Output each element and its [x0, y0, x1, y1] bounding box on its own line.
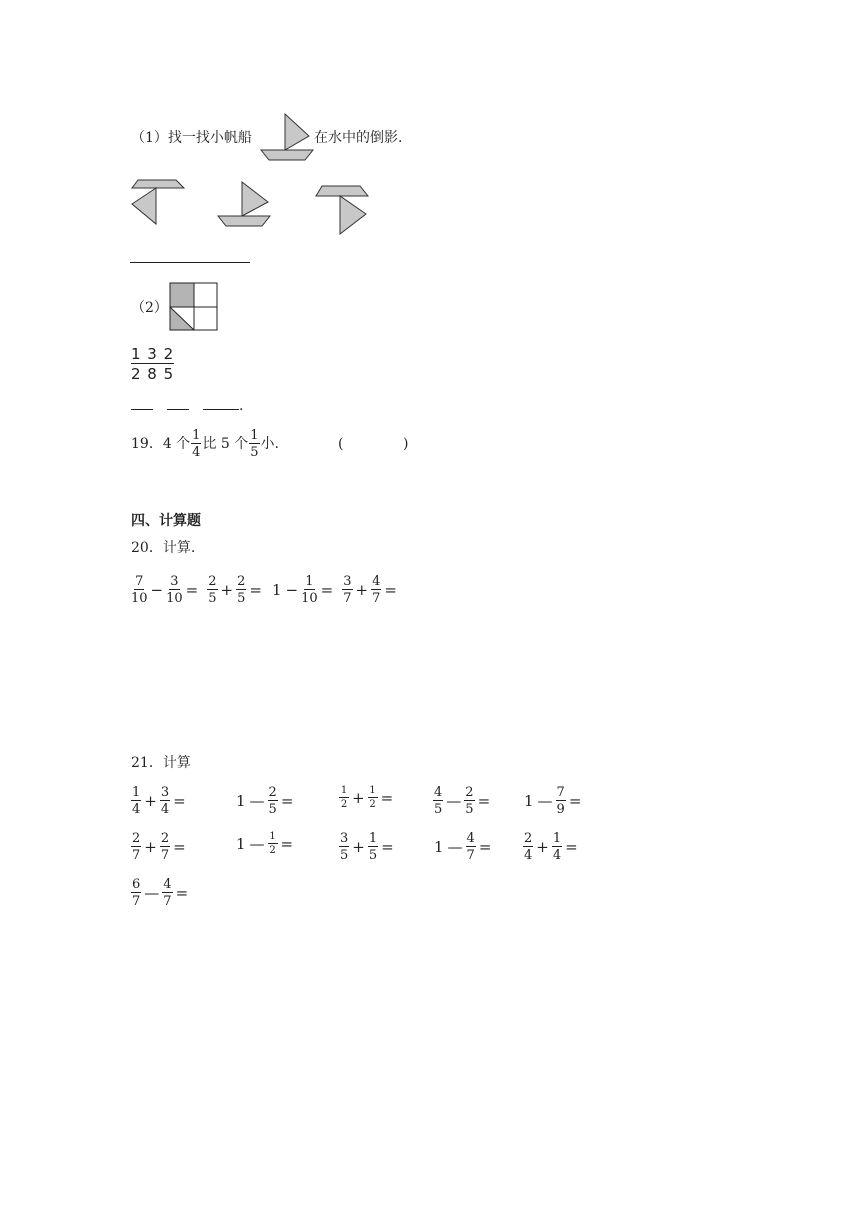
q21-expr-3-1-b-num: 4 — [163, 877, 172, 892]
q21-expr-3-1-eq: = — [175, 884, 189, 902]
q20-expr-2-b-den: 5 — [237, 591, 246, 606]
q21-expr-1-1-eq: = — [173, 792, 186, 810]
q21-expr-1-3-a — [339, 786, 349, 810]
q21-expr-1-4-b-den: 5 — [465, 802, 474, 817]
q2-label: （2） — [131, 300, 168, 316]
q21-expr-1-2-whole: 1 — [236, 792, 246, 810]
q20-expr-2-a — [207, 575, 217, 605]
q20-expr-2-b-num: 2 — [237, 574, 246, 589]
q21-expressions — [130, 786, 650, 924]
q20-expr-4-eq: = — [384, 581, 397, 599]
answer-line[interactable] — [130, 262, 250, 263]
q21-expr-2-2 — [234, 832, 295, 856]
q21-expr-1-1-a-den: 4 — [132, 802, 141, 817]
q21-expr-1-5 — [522, 786, 583, 816]
q21-expr-2-4-b — [466, 832, 476, 862]
q20-expr-2-op: + — [220, 581, 234, 599]
q20-expr-3-whole: 1 — [271, 581, 282, 599]
q20-expr-4-a-den: 7 — [343, 591, 352, 606]
q19-f1-num: 1 — [192, 428, 201, 443]
q19-f2-num: 1 — [250, 428, 259, 443]
q21-expr-1-1-b — [160, 786, 170, 816]
blank-2[interactable] — [167, 399, 189, 410]
q21-expr-2-3-b-num: 1 — [368, 831, 378, 846]
q21-expr-1-2-op: — — [249, 792, 265, 810]
q21-expr-2-5-a-den: 4 — [524, 848, 533, 863]
q21-expr-1-4-a-den: 5 — [434, 802, 443, 817]
q20-expr-1-b-den: 10 — [166, 591, 183, 606]
q21-expr-2-2-whole: 1 — [236, 835, 246, 853]
q21-row-1 — [130, 786, 650, 832]
q19 — [131, 428, 279, 460]
q21-expr-1-2-b — [268, 786, 278, 816]
fraction-square-icon — [169, 282, 219, 332]
q21-expr-2-1-a — [131, 832, 141, 862]
q21-expr-1-5-op: — — [537, 792, 553, 810]
q21-expr-3-1-op: — — [144, 884, 160, 902]
q1-label: （1）找一找小帆船 — [131, 130, 252, 146]
q21-expr-1-1-a — [131, 786, 141, 816]
q21-expr-2-5-b — [552, 832, 562, 862]
q20-expr-1-b-num: 3 — [170, 574, 179, 589]
q21-expr-1-3-op: + — [352, 789, 365, 807]
option-c-reflection-icon[interactable] — [314, 184, 370, 236]
q21-expr-1-1-op: + — [144, 792, 157, 810]
q20-expr-3-b-num: 1 — [305, 574, 314, 589]
q21-expr-2-3-eq: = — [381, 838, 394, 856]
q21-expr-3-1-a-den: 7 — [132, 894, 141, 909]
q21-expr-3-1-a — [131, 878, 141, 908]
q21-expr-2-3-a-den: 5 — [340, 848, 349, 863]
q21-expr-1-1-b-num: 3 — [160, 785, 170, 800]
q21-expr-1-3-a-num: 1 — [340, 785, 348, 796]
q20-expr-1-op: − — [150, 581, 164, 599]
q20-expr-4-b-den: 7 — [372, 591, 381, 606]
q21-expr-2-5-a — [523, 832, 533, 862]
q21-expr-2-1-op: + — [144, 838, 157, 856]
q20-expr-4 — [341, 575, 399, 605]
q20-expr-4-op: + — [355, 581, 369, 599]
q20-expressions — [130, 570, 405, 610]
q21-expr-3-1-b-den: 7 — [163, 894, 172, 909]
q21-expr-1-4-a — [433, 786, 443, 816]
q21-expr-1-3-b-den: 2 — [369, 799, 376, 810]
q21-expr-1-4-op: — — [446, 792, 462, 810]
q21-expr-2-5-a-num: 2 — [524, 831, 533, 846]
q21-expr-1-1 — [130, 786, 188, 816]
q21-expr-2-2-b-den: 2 — [269, 845, 276, 856]
q21-expr-1-2-eq: = — [280, 792, 294, 810]
q20-expr-4-b-num: 4 — [372, 574, 381, 589]
sailboat-icon — [259, 112, 315, 162]
q21-expr-1-3-eq: = — [380, 789, 394, 807]
q21-expr-2-5-op: + — [536, 838, 549, 856]
q21-expr-1-4 — [432, 786, 492, 816]
q21-expr-1-4-a-num: 4 — [434, 785, 443, 800]
q20-expr-2-a-num: 2 — [208, 574, 217, 589]
q21-expr-2-1-a-num: 2 — [132, 831, 141, 846]
q21-expr-2-5 — [522, 832, 580, 862]
q21-expr-3-1-a-num: 6 — [132, 877, 141, 892]
q20-expr-1-a-num: 7 — [135, 574, 144, 589]
q21-expr-2-4-whole: 1 — [434, 838, 444, 856]
q2-denominators: 2 8 5 — [131, 365, 175, 383]
q20-expr-2 — [206, 575, 264, 605]
q21-expr-1-3 — [338, 786, 395, 810]
q20-expr-2-eq: = — [249, 581, 262, 599]
q21-expr-1-2 — [234, 786, 295, 816]
q21-expr-2-1-b — [160, 832, 170, 862]
q20-expr-1-eq: = — [185, 581, 199, 599]
q21-expr-2-3-b-den: 5 — [368, 848, 378, 863]
q19-f1-den: 4 — [192, 445, 201, 460]
q19-suffix: 小. — [260, 436, 279, 452]
q21-expr-2-3-a — [339, 832, 349, 862]
q19-f2-den: 5 — [250, 445, 259, 460]
q20-expr-4-a-num: 3 — [343, 574, 352, 589]
q21-expr-1-3-a-den: 2 — [340, 799, 348, 810]
q21-expr-2-1-b-num: 2 — [160, 831, 170, 846]
q19-prefix: 19．4 个 — [131, 436, 191, 452]
q21-expr-2-3 — [338, 832, 396, 862]
q21-expr-1-4-eq: = — [477, 792, 491, 810]
q21-row-2 — [130, 832, 650, 878]
q21-expr-1-3-b-num: 1 — [369, 785, 376, 796]
option-b-sailboat-icon[interactable] — [216, 180, 272, 230]
q20-expr-3-b — [301, 575, 318, 605]
blank-3[interactable] — [203, 399, 239, 410]
q21-expr-2-4-b-num: 4 — [466, 831, 475, 846]
option-a-reflection-icon[interactable] — [130, 178, 186, 228]
q20-expr-3 — [270, 575, 335, 605]
q21-title: 21．计算 — [131, 755, 191, 771]
section-title: 四、计算题 — [131, 513, 201, 529]
q21-expr-2-4-b-den: 7 — [466, 848, 475, 863]
q21-expr-2-4 — [432, 832, 493, 862]
q19-paren-open: ( — [338, 436, 344, 452]
q2-numerators: 1 3 2 — [131, 345, 175, 363]
q21-expr-2-4-eq: = — [478, 838, 492, 856]
q21-expr-1-5-b-den: 9 — [556, 802, 565, 817]
q21-expr-2-3-op: + — [352, 838, 365, 856]
q21-expr-2-5-b-num: 1 — [552, 831, 562, 846]
q20-expr-3-op: − — [285, 581, 299, 599]
q21-expr-1-2-b-den: 5 — [268, 802, 277, 817]
q21-expr-2-3-a-num: 3 — [340, 831, 349, 846]
q20-expr-1-b — [166, 575, 183, 605]
q21-expr-1-5-whole: 1 — [524, 792, 534, 810]
q21-expr-1-3-b — [368, 786, 378, 810]
q21-expr-1-4-b — [464, 786, 474, 816]
q2-period: . — [239, 398, 244, 414]
q2-fractions — [131, 346, 174, 382]
q21-expr-2-3-b — [368, 832, 378, 862]
q21-row-3 — [130, 878, 650, 924]
q21-expr-2-1-eq: = — [173, 838, 186, 856]
q21-expr-2-2-op: — — [249, 835, 265, 853]
q21-expr-2-2-b-num: 1 — [269, 831, 276, 842]
q20-expr-2-b — [236, 575, 246, 605]
q1-suffix: 在水中的倒影. — [314, 130, 403, 146]
q20-expr-2-a-den: 5 — [208, 591, 217, 606]
q21-expr-1-1-b-den: 4 — [160, 802, 170, 817]
q20-expr-4-b — [371, 575, 381, 605]
q19-paren-close: ) — [403, 436, 409, 452]
q21-expr-2-2-b — [268, 832, 278, 856]
q21-expr-2-5-eq: = — [565, 838, 578, 856]
q21-expr-1-1-a-num: 1 — [132, 785, 141, 800]
q20-expr-3-b-den: 10 — [301, 591, 318, 606]
q21-expr-2-1 — [130, 832, 188, 862]
q21-expr-3-1 — [130, 878, 190, 908]
q20-expr-1-a-den: 10 — [131, 591, 148, 606]
q20-expr-3-eq: = — [320, 581, 334, 599]
blank-1[interactable] — [131, 399, 153, 410]
q21-expr-1-4-b-num: 2 — [465, 785, 474, 800]
q21-expr-3-1-b — [162, 878, 172, 908]
q20-expr-1 — [130, 575, 200, 605]
q21-expr-1-5-b — [556, 786, 566, 816]
q21-expr-2-4-op: — — [447, 838, 463, 856]
q21-expr-2-1-a-den: 7 — [132, 848, 141, 863]
q21-expr-2-2-eq: = — [280, 835, 294, 853]
q20-title: 20．计算. — [131, 540, 196, 556]
q21-expr-2-1-b-den: 7 — [160, 848, 170, 863]
q21-expr-1-2-b-num: 2 — [268, 785, 277, 800]
q20-expr-4-a — [342, 575, 352, 605]
q19-mid: 比 5 个 — [202, 436, 249, 452]
q20-expr-1-a — [131, 575, 148, 605]
q2-blanks — [131, 398, 243, 414]
q21-expr-1-5-b-num: 7 — [556, 785, 565, 800]
q21-expr-2-5-b-den: 4 — [552, 848, 562, 863]
q21-expr-1-5-eq: = — [568, 792, 582, 810]
